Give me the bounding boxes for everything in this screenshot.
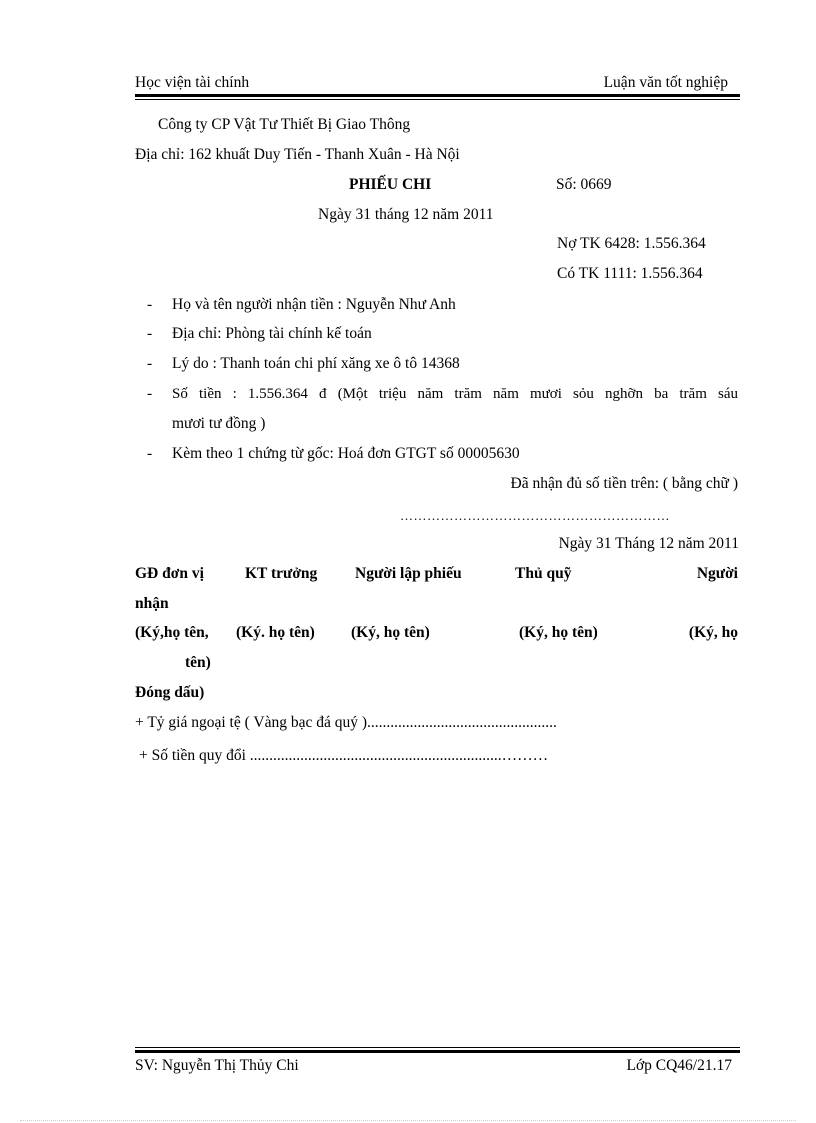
converted-amount-line: + Số tiền quy đổi .................................................................……… [139,747,549,764]
item-bullet: - [147,355,153,372]
payment-amount-cont: mươi tư đồng ) [172,415,266,432]
words-dotted-line: …………………………………………………… [400,508,670,523]
debit-account: Nợ TK 6428: 1.556.364 [557,235,706,252]
item-bullet: - [147,296,153,313]
sig-note-preparer: (Ký, họ tên) [351,624,430,641]
sig-title-chief-accountant: KT trưởng [245,565,318,582]
recipient-name: Họ và tên người nhận tiền : Nguyễn Như Anh [172,296,456,313]
payment-amount: Số tiền : 1.556.364 đ (Một triệu năm trăm năm mươi sỏu nghỡn ba trăm sáu [172,386,738,402]
sig-title-director: GĐ đơn vị [135,565,204,582]
credit-account: Có TK 1111: 1.556.364 [557,265,703,282]
recipient-address: Địa chỉ: Phòng tài chính kế toán [172,325,372,342]
page-edge-divider [20,1120,796,1121]
attached-documents: Kèm theo 1 chứng từ gốc: Hoá đơn GTGT số 00005630 [172,445,520,462]
sig-note-recipient: (Ký, họ [688,624,738,641]
sig-title-preparer: Người lập phiếu [355,565,462,582]
sig-note-director: (Ký,họ tên, [135,624,209,641]
item-bullet: - [147,325,153,342]
voucher-title: PHIẾU CHI [349,176,432,193]
sig-title-recipient-cont: nhận [135,595,169,612]
exchange-rate-line: + Tỷ giá ngoại tệ ( Vàng bạc đá quý )................................................. [135,714,557,731]
sig-note-cont: tên) [185,654,211,671]
sign-date: Ngày 31 Tháng 12 năm 2011 [558,535,739,552]
company-address: Địa chỉ: 162 khuất Duy Tiến - Thanh Xuân - Hà Nội [135,146,460,163]
stamp-note: Đóng dấu) [135,684,205,701]
footer-right: Lớp CQ46/21.17 [626,1057,732,1074]
footer-rule-thin [135,1047,740,1048]
item-bullet: - [147,445,153,462]
sig-note-chief-accountant: (Ký. họ tên) [236,624,315,641]
received-in-words: Đã nhận đủ số tiền trên: ( bằng chữ ) [510,475,738,492]
sig-title-recipient: Người [696,565,738,582]
header-left: Học viện tài chính [135,74,250,91]
payment-reason: Lý do : Thanh toán chi phí xăng xe ô tô 14368 [172,355,460,372]
footer-left: SV: Nguyễn Thị Thủy Chi [135,1057,299,1074]
company-name: Công ty CP Vật Tư Thiết Bị Giao Thông [158,116,411,133]
header-right: Luận văn tốt nghiệp [603,74,728,91]
header-rule-thin [135,99,740,100]
voucher-date: Ngày 31 tháng 12 năm 2011 [318,206,494,223]
header-rule-thick [135,94,740,97]
item-bullet: - [147,385,153,402]
footer-rule-thick [135,1050,740,1053]
sig-note-cashier: (Ký, họ tên) [519,624,598,641]
voucher-number: Số: 0669 [556,176,612,193]
sig-title-cashier: Thủ quỹ [515,565,572,582]
